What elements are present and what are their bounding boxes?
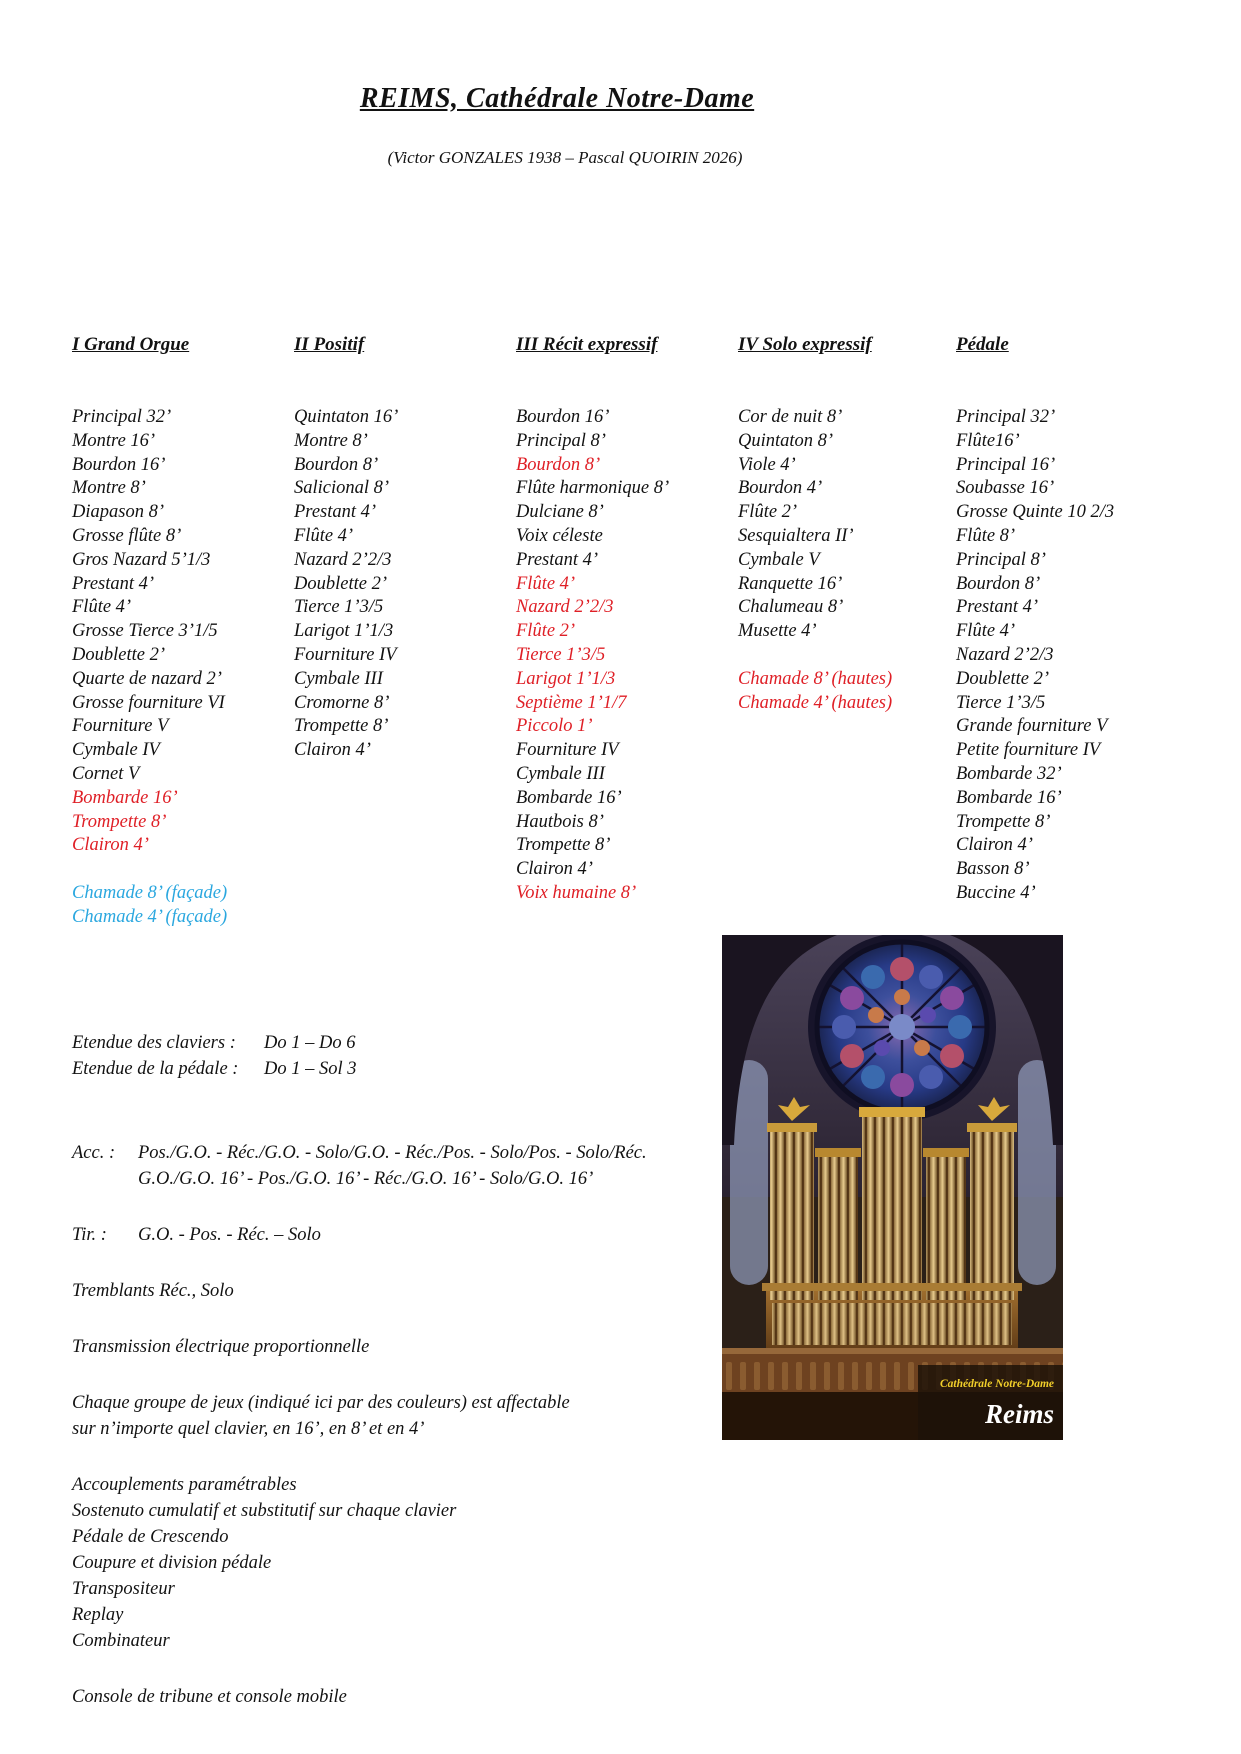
organ-photo (722, 935, 1063, 1440)
page-title: REIMS, Cathédrale Notre-Dame (359, 82, 755, 114)
stop: Montre 8’ (294, 430, 368, 451)
detail-paragraph (72, 1334, 712, 1360)
range-value: Do 1 – Sol 3 (264, 1059, 357, 1079)
stop: Flûte 4’ (72, 597, 132, 618)
detail-line: Transmission électrique proportionnelle (72, 1337, 370, 1357)
detail-line: Sostenuto cumulatif et substitutif sur chaque clavier (72, 1501, 457, 1521)
stop: Flûte 2’ (516, 621, 576, 642)
stop: Gros Nazard 5’1/3 (72, 549, 211, 570)
division-header: I Grand Orgue (72, 334, 190, 355)
stop: Trompette 8’ (516, 835, 611, 856)
stop: Musette 4’ (738, 621, 817, 642)
division-1 (72, 332, 227, 930)
stop: Ranquette 16’ (738, 573, 843, 594)
stop: Tierce 1’3/5 (294, 597, 384, 618)
stop: Petite fourniture IV (956, 740, 1101, 761)
stop: Prestant 4’ (956, 597, 1039, 618)
stop: Clairon 4’ (72, 835, 149, 856)
stop: Prestant 4’ (72, 573, 155, 594)
stop: Clairon 4’ (516, 859, 593, 880)
organ-case (762, 1097, 1022, 1353)
stop: Doublette 2’ (956, 668, 1049, 689)
detail-line: Combinateur (72, 1631, 170, 1651)
range-label: Etendue de la pédale : (72, 1059, 239, 1079)
stop: Bombarde 16’ (72, 787, 178, 808)
stop: Principal 8’ (956, 549, 1046, 570)
stop: Trompette 8’ (956, 811, 1051, 832)
stop: Cornet V (72, 763, 140, 784)
acc-lines (138, 1140, 647, 1192)
stop: Piccolo 1’ (516, 716, 593, 737)
detail-paragraph (72, 1472, 712, 1654)
division-5 (956, 332, 1114, 906)
stop: Chamade 4’ (hautes) (738, 692, 893, 713)
stop: Hautbois 8’ (516, 811, 604, 832)
stop: Voix céleste (516, 525, 603, 546)
stop: Grosse Tierce 3’1/5 (72, 621, 218, 642)
range-row (72, 1056, 712, 1082)
stop: Bourdon 16’ (516, 407, 610, 427)
division-header: Pédale (956, 334, 1009, 355)
detail-line: sur n’importe quel clavier, en 16’, en 8’ et en 4’ (72, 1419, 425, 1439)
stop: Cor de nuit 8’ (738, 407, 843, 427)
stop: Voix humaine 8’ (516, 882, 637, 903)
stop: Quarte de nazard 2’ (72, 668, 222, 689)
stop: Principal 16’ (956, 454, 1056, 475)
stop: Grosse flûte 8’ (72, 525, 182, 546)
stop: Flûte 8’ (956, 525, 1016, 546)
stop: Chalumeau 8’ (738, 597, 844, 618)
detail-line: Tremblants Réc., Solo (72, 1281, 234, 1301)
division-header: III Récit expressif (516, 334, 658, 355)
stop: Grosse fourniture VI (72, 692, 225, 713)
stop: Chamade 8’ (hautes) (738, 668, 893, 689)
stop: Cromorne 8’ (294, 692, 390, 713)
stop: Cymbale V (738, 549, 820, 570)
stop: Buccine 4’ (956, 882, 1036, 903)
stop: Clairon 4’ (294, 740, 371, 761)
stop: Chamade 8’ (façade) (72, 882, 228, 903)
stop: Prestant 4’ (516, 549, 599, 570)
stop: Montre 16’ (72, 430, 156, 451)
tir-lines (138, 1222, 321, 1248)
stop: Septième 1’1/7 (516, 692, 627, 713)
stop: Viole 4’ (738, 454, 796, 475)
stop: Flûte16’ (956, 430, 1020, 451)
detail-paragraph (72, 1684, 712, 1710)
stop: Diapason 8’ (72, 502, 164, 523)
stop: Flûte harmonique 8’ (516, 478, 670, 499)
stop-list (738, 406, 892, 715)
stop: Tierce 1’3/5 (516, 644, 606, 665)
stop: Montre 8’ (72, 478, 146, 499)
detail-line: Coupure et division pédale (72, 1553, 272, 1573)
stop: Flûte 4’ (956, 621, 1016, 642)
stop: Bourdon 8’ (956, 573, 1041, 594)
stop: Trompette 8’ (72, 811, 167, 832)
stop: Fourniture IV (516, 740, 619, 761)
stop: Nazard 2’2/3 (294, 549, 392, 570)
stop: Trompette 8’ (294, 716, 389, 737)
stop: Doublette 2’ (72, 644, 165, 665)
stop-list (956, 406, 1114, 906)
stop-gap (72, 858, 227, 882)
stop: Nazard 2’2/3 (956, 644, 1054, 665)
tir-label: Tir. : (72, 1225, 107, 1245)
division-2 (294, 332, 398, 763)
acc-block (72, 1140, 712, 1192)
stop: Nazard 2’2/3 (516, 597, 614, 618)
stop: Quintaton 16’ (294, 407, 399, 427)
console-details (72, 1030, 712, 1710)
detail-line: Console de tribune et console mobile (72, 1687, 347, 1707)
photo-caption-cathedral: Cathédrale Notre-Dame (939, 1378, 1054, 1390)
stop: Bourdon 8’ (294, 454, 379, 475)
stop-gap (738, 644, 892, 668)
stop: Bourdon 4’ (738, 478, 823, 499)
stop: Salicional 8’ (294, 478, 390, 499)
stop: Quintaton 8’ (738, 430, 834, 451)
stop: Bourdon 16’ (72, 454, 166, 475)
stop: Prestant 4’ (294, 502, 377, 523)
stop: Bombarde 16’ (956, 787, 1062, 808)
photo-caption-city: Reims (984, 1399, 1054, 1429)
organ-photo-art (722, 935, 1063, 1440)
detail-line: Replay (72, 1605, 124, 1625)
range-row (72, 1030, 712, 1056)
stop: Doublette 2’ (294, 573, 387, 594)
stop: Fourniture V (72, 716, 169, 737)
stop: Larigot 1’1/3 (294, 621, 394, 642)
stop: Flûte 4’ (516, 573, 576, 594)
acc-line: G.O./G.O. 16’ - Pos./G.O. 16’ - Réc./G.O. 16’ - Solo/G.O. 16’ (138, 1169, 594, 1189)
division-3 (516, 332, 669, 906)
stop: Larigot 1’1/3 (516, 668, 616, 689)
stop: Clairon 4’ (956, 835, 1033, 856)
detail-paragraph (72, 1390, 712, 1442)
stop: Bombarde 32’ (956, 763, 1062, 784)
stop: Grande fourniture V (956, 716, 1108, 737)
stop: Principal 8’ (516, 430, 606, 451)
range-label: Etendue des claviers : (72, 1033, 236, 1053)
stop: Chamade 4’ (façade) (72, 906, 228, 927)
stop: Flûte 4’ (294, 525, 354, 546)
detail-line: Chaque groupe de jeux (indiqué ici par des couleurs) est affectable (72, 1393, 570, 1413)
stop: Cymbale III (294, 668, 383, 689)
acc-line: Pos./G.O. - Réc./G.O. - Solo/G.O. - Réc./Pos. - Solo/Pos. - Solo/Réc. (138, 1143, 647, 1163)
stop: Fourniture IV (294, 644, 397, 665)
division-header: IV Solo expressif (738, 334, 872, 355)
tir-line: G.O. - Pos. - Réc. – Solo (138, 1225, 321, 1245)
stop: Sesquialtera II’ (738, 525, 854, 546)
stop: Soubasse 16’ (956, 478, 1055, 499)
tir-block (72, 1222, 712, 1248)
stop: Dulciane 8’ (516, 502, 604, 523)
detail-paragraph (72, 1278, 712, 1304)
stop: Principal 32’ (956, 407, 1056, 427)
division-header: II Positif (294, 334, 365, 355)
stop-list (72, 406, 227, 930)
detail-line: Transpositeur (72, 1579, 175, 1599)
stop: Flûte 2’ (738, 502, 798, 523)
division-4 (738, 332, 892, 715)
stop: Bourdon 8’ (516, 454, 601, 475)
stop: Tierce 1’3/5 (956, 692, 1046, 713)
detail-line: Pédale de Crescendo (72, 1527, 229, 1547)
acc-label: Acc. : (72, 1143, 116, 1163)
stop: Grosse Quinte 10 2/3 (956, 502, 1115, 523)
stop-list (516, 406, 669, 906)
stop: Cymbale IV (72, 740, 160, 761)
stop: Principal 32’ (72, 407, 172, 427)
stop: Cymbale III (516, 763, 605, 784)
page-subtitle: (Victor GONZALES 1938 – Pascal QUOIRIN 2026) (387, 148, 743, 167)
detail-line: Accouplements paramétrables (72, 1475, 297, 1495)
rose-window (808, 935, 996, 1121)
stop: Basson 8’ (956, 859, 1030, 880)
stop: Bombarde 16’ (516, 787, 622, 808)
range-value: Do 1 – Do 6 (264, 1033, 356, 1053)
stop-list (294, 406, 398, 763)
